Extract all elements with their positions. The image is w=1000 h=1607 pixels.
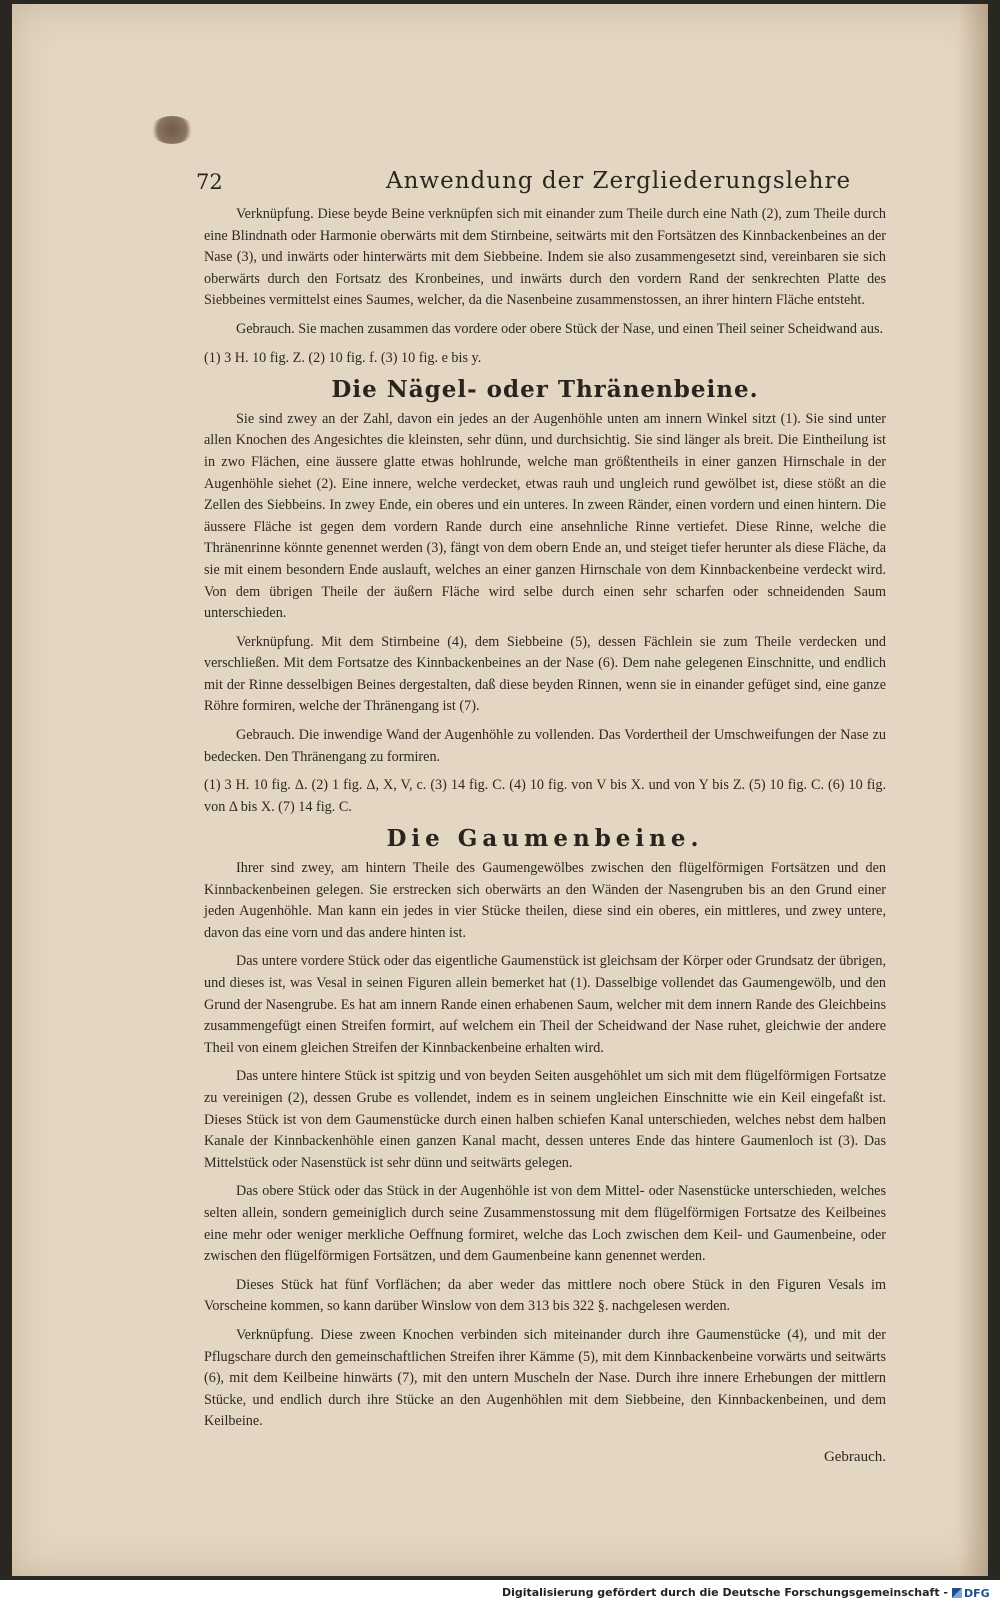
- page-number: 72: [196, 170, 223, 194]
- paragraph: Sie sind zwey an der Zahl, davon ein jedes an der Augenhöhle unten am innern Winkel sitzt (1). Sie sind unter allen Knochen des Angesichtes die kleinsten, sehr dünn, und durchsichtig. Sie sind länger als breit. Die Eintheilung ist in zwo Flächen, eine äussere glatte etwas hohlrunde, welche man größtentheils in einer ganzen Hirnschale in der Augenhöhle siehet (2). Eine innere, welche verdecket, etwas rauh und ungleich rund gewölbet ist, diese stößt an die Zellen des Siebbeins. In zwey Ende, ein oberes und ein unteres. In zween Ränder, einen vordern und einen hintern. Die äussere Fläche ist gegen dem vordern Rande durch eine ansehnliche Rinne vertiefet. Diese Rinne, welche die Thränenrinne könnte genennet werden (3), fängt von dem obern Ende an, und steiget tiefer herunter als diese Fläche, da sie mit einem besondern Ende auslauft, welches an einer ganzen Hirnschale von dem Kinnbackenbeine verdeckt wird. Von dem übrigen Theile der äußern Fläche wird selbe durch einen sehr scharfen oder schneidenden Saum unterschieden.: [204, 410, 886, 622]
- ink-stain: [150, 116, 194, 144]
- catchword: Gebrauch.: [823, 1448, 886, 1465]
- page-header: [196, 166, 886, 202]
- page-edge-shadow: [958, 4, 988, 1576]
- references: (1) 3 H. 10 fig. Z. (2) 10 fig. f. (3) 10 fig. e bis y.: [204, 349, 482, 366]
- references: (1) 3 H. 10 fig. Δ. (2) 1 fig. Δ, X, V, c. (3) 14 fig. C. (4) 10 fig. von V bis X. und von Y bis Z. (5) 10 fig. C. (6) 10 fig. von Δ bis X. (7) 14 fig. C.: [204, 777, 886, 815]
- paragraph: Verknüpfung. Diese beyde Beine verknüpfen sich mit einander zum Theile durch eine Nath (2), zum Theile durch eine Blindnath oder Harmonie oberwärts mit dem Stirnbeine, seitwärts mit den Fortsätzen des Kinnbackenbeines an der Nase (3), und inwärts oder hinterwärts mit dem Siebbeine. Indem sie also zusammengesetzt sind, vereinbaren sie sich oberwärts durch den Fortsatz des Kronbeines, und inwärts durch den vordern Rand der senkrechten Platte des Siebbeines vermittelst eines Saumes, welcher, da die Nasenbeine zusammenstossen, an ihrer hintern Fläche entsteht.: [204, 206, 886, 309]
- body-text: [204, 204, 886, 1468]
- paragraph: Das untere vordere Stück oder das eigentliche Gaumenstück ist gleichsam der Körper oder Grundsatz der übrigen, und dieses ist, was Vesal in seinen Figuren allein bemerket hat (1). Dasselbige vollendet das Gaumengewölb, und den Grund der Nasengrube. Es hat am innern Rande einen erhabenen Saum, welcher mit dem innern Rande des Gleichbeins zusammengefügt einen Streifen formirt, auf welchem ein Theil der Scheidwand der Nase ruhet, gleichwie der andere Theil von einem gleichen Streifen der Kinnbackenbeine erhalten wird.: [204, 953, 886, 1056]
- funding-credit: Digitalisierung gefördert durch die Deutsche Forschungsgemeinschaft -: [501, 1586, 948, 1599]
- footer-bar: [0, 1580, 1000, 1607]
- paragraph: Dieses Stück hat fünf Vorflächen; da aber weder das mittlere noch obere Stück in den Figuren Vesals im Vorscheine kommen, so kann darüber Winslow von dem 313 bis 322 §. nachgelesen werden.: [204, 1276, 886, 1315]
- running-title: Anwendung der Zergliederungslehre: [386, 168, 852, 194]
- dfg-logo-icon: [952, 1588, 962, 1598]
- paragraph: Das untere hintere Stück ist spitzig und von beyden Seiten ausgehöhlet um sich mit dem flügelförmigen Fortsatze zu vereinigen (2), dessen Grube es vollendet, indem es in seinem ungleichen Einschnitte wie ein Keil eingefaßt ist. Dieses Stück ist von dem Gaumenstücke durch einen halben schiefen Kanal unterschieden, welches nebst dem halben Kanale der Kinnbackenhöhle einen ganzen Kanal macht, dessen unteres Ende das hintere Gaumenloch ist (3). Das Mittelstück oder Nasenstück ist sehr dünn und seitwärts gelegen.: [204, 1068, 886, 1171]
- book-page: [12, 4, 988, 1576]
- paragraph: Das obere Stück oder das Stück in der Augenhöhle ist von dem Mittel- oder Nasenstücke unterschieden, welches selten allein, sondern gemeiniglich durch seine Zusammenstossung mit dem flügelförmigen Fortsatze des Keilbeines eine mehr oder weniger merkliche Oeffnung formiret, welche das Loch zwischen dem Keil- und Gaumenbeine, oder zwischen den flügelförmigen Fortsätzen, und dem Gaumenbeine kann genennet werden.: [204, 1183, 886, 1265]
- section-heading: Die Nägel- oder Thränenbeine.: [331, 376, 759, 404]
- paragraph: Ihrer sind zwey, am hintern Theile des Gaumengewölbes zwischen den flügelförmigen Fortsätzen und den Kinnbackenbeinen gelegen. Sie erstrecken sich oberwärts an den Wänden der Nasengruben bis an den Grund einer jeden Augenhöhle. Man kann ein jedes in vier Stücke theilen, diese sind ein oberes, ein mittleres, und zwey untere, davon das eine vorn und das andere hinten ist.: [204, 860, 886, 941]
- section-heading: Die Gaumenbeine.: [386, 825, 704, 853]
- dfg-logo: [952, 1585, 990, 1601]
- paragraph: Gebrauch. Die inwendige Wand der Augenhöhle zu vollenden. Das Vordertheil der Umschweifungen der Nase zu bedecken. Den Thränengang zu formiren.: [204, 727, 886, 765]
- paragraph: Verknüpfung. Diese zween Knochen verbinden sich miteinander durch ihre Gaumenstücke (4), und mit der Pflugschare durch den gemeinschaftlichen Streifen ihrer Kämme (5), mit dem Kinnbackenbeine vorwärts und seitwärts (6), mit dem Keilbeine hinwärts (7), mit den untern Muscheln der Nase. Durch ihre innere Erhebungen der mittlern Stücke, und endlich durch ihre Stücke an den Augenhöhlen mit dem Siebbeine, den Kinnbackenbeinen, und dem Keilbeine.: [204, 1326, 886, 1430]
- paragraph: Verknüpfung. Mit dem Stirnbeine (4), dem Siebbeine (5), dessen Fächlein sie zum Theile verdecken und verschließen. Mit dem Fortsatze des Kinnbackenbeines an der Nase (6). Dem nahe gelegenen Einschnitte, und endlich mit der Rinne desselbigen Beines dergestalten, daß diese beyden Rinnen, wenn sie in einander gefüget sind, eine ganze Röhre formiren, welche der Thränengang ist (7).: [204, 633, 886, 715]
- dfg-logo-text: DFG: [964, 1586, 990, 1600]
- paragraph: Gebrauch. Sie machen zusammen das vordere oder obere Stück der Nase, und einen Theil seiner Scheidwand aus.: [236, 320, 884, 337]
